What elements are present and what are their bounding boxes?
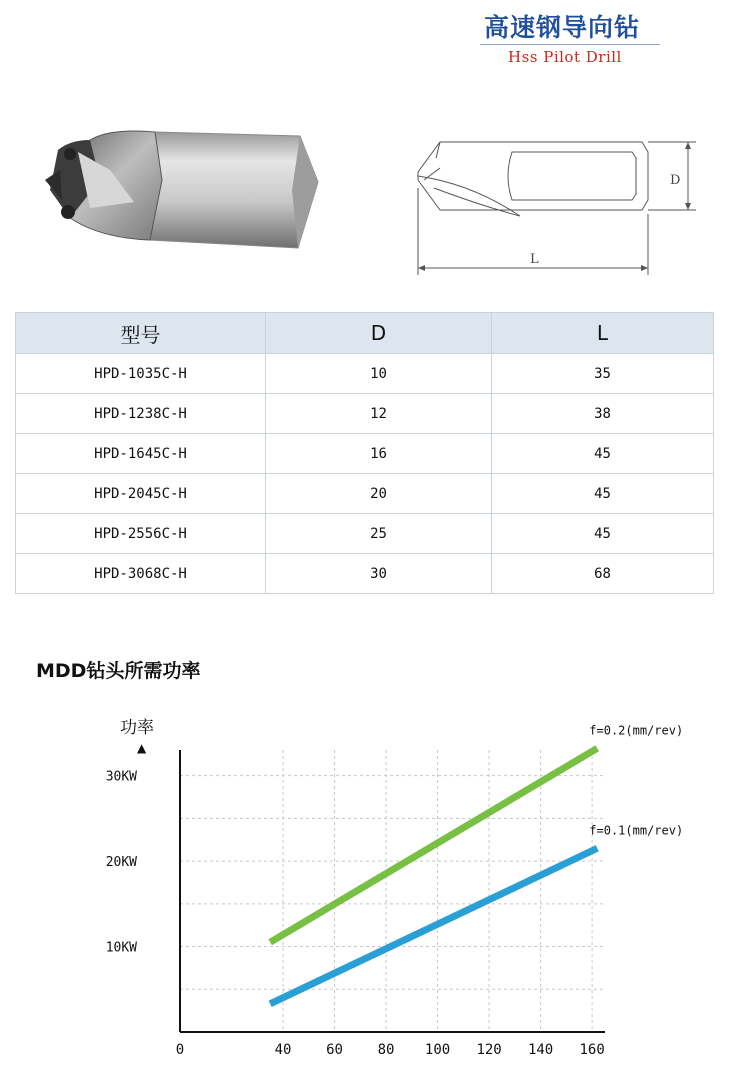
title-en: Hss Pilot Drill xyxy=(508,48,622,66)
dimension-drawing xyxy=(412,128,712,283)
chart-series xyxy=(270,723,683,1004)
table-header-row xyxy=(16,313,714,354)
x-tick-label: 80 xyxy=(377,1042,395,1058)
x-tick-label: 100 xyxy=(424,1042,451,1058)
y-tick-label: 30KW xyxy=(105,769,137,785)
dim-l-label: L xyxy=(530,252,539,267)
cell-l: 45 xyxy=(492,514,714,554)
cell-d: 12 xyxy=(266,394,492,434)
cell-d: 30 xyxy=(266,554,492,594)
title-cn: 高速钢导向钻 xyxy=(484,13,641,42)
power-section-heading: MDD钻头所需功率 xyxy=(36,660,201,682)
x-tick-label: 60 xyxy=(326,1042,343,1058)
cell-l: 45 xyxy=(492,434,714,474)
cell-d: 10 xyxy=(266,354,492,394)
table-row xyxy=(16,474,714,514)
table-row xyxy=(16,554,714,594)
y-axis-arrow-icon: ▲ xyxy=(137,741,147,755)
spec-table xyxy=(15,312,714,594)
cell-d: 20 xyxy=(266,474,492,514)
x-tick-label: 160 xyxy=(579,1042,605,1058)
cell-l: 45 xyxy=(492,474,714,514)
series-line-1 xyxy=(270,748,597,942)
series-label-1: f=0.2(mm/rev) xyxy=(589,723,684,738)
header-d: D xyxy=(266,313,492,354)
y-tick-label: 20KW xyxy=(105,855,137,871)
power-chart xyxy=(0,700,750,1073)
series-line-2 xyxy=(270,848,597,1004)
table-row xyxy=(16,354,714,394)
cell-model: HPD-2556C-H xyxy=(16,514,266,554)
x-tick-label: 0 xyxy=(175,1042,185,1058)
table-row xyxy=(16,514,714,554)
cell-d: 16 xyxy=(266,434,492,474)
header-l: L xyxy=(492,313,714,354)
drill-product-image xyxy=(30,110,330,260)
x-tick-label: 140 xyxy=(527,1042,554,1058)
x-tick-label: 120 xyxy=(476,1042,502,1058)
cell-model: HPD-1645C-H xyxy=(16,434,266,474)
y-axis-title: 功率 xyxy=(120,718,154,738)
title-rule xyxy=(480,44,660,45)
cell-model: HPD-1035C-H xyxy=(16,354,266,394)
table-row xyxy=(16,394,714,434)
dim-d-label: D xyxy=(670,173,681,188)
cell-d: 25 xyxy=(266,514,492,554)
cell-model: HPD-2045C-H xyxy=(16,474,266,514)
chart-grid xyxy=(180,750,605,1032)
table-row xyxy=(16,434,714,474)
cell-model: HPD-3068C-H xyxy=(16,554,266,594)
y-tick-label: 10KW xyxy=(105,940,137,956)
cell-l: 38 xyxy=(492,394,714,434)
header-model: 型号 xyxy=(16,313,266,354)
cell-l: 35 xyxy=(492,354,714,394)
series-label-2: f=0.1(mm/rev) xyxy=(589,823,684,838)
cell-l: 68 xyxy=(492,554,714,594)
x-tick-label: 40 xyxy=(274,1042,292,1058)
cell-model: HPD-1238C-H xyxy=(16,394,266,434)
